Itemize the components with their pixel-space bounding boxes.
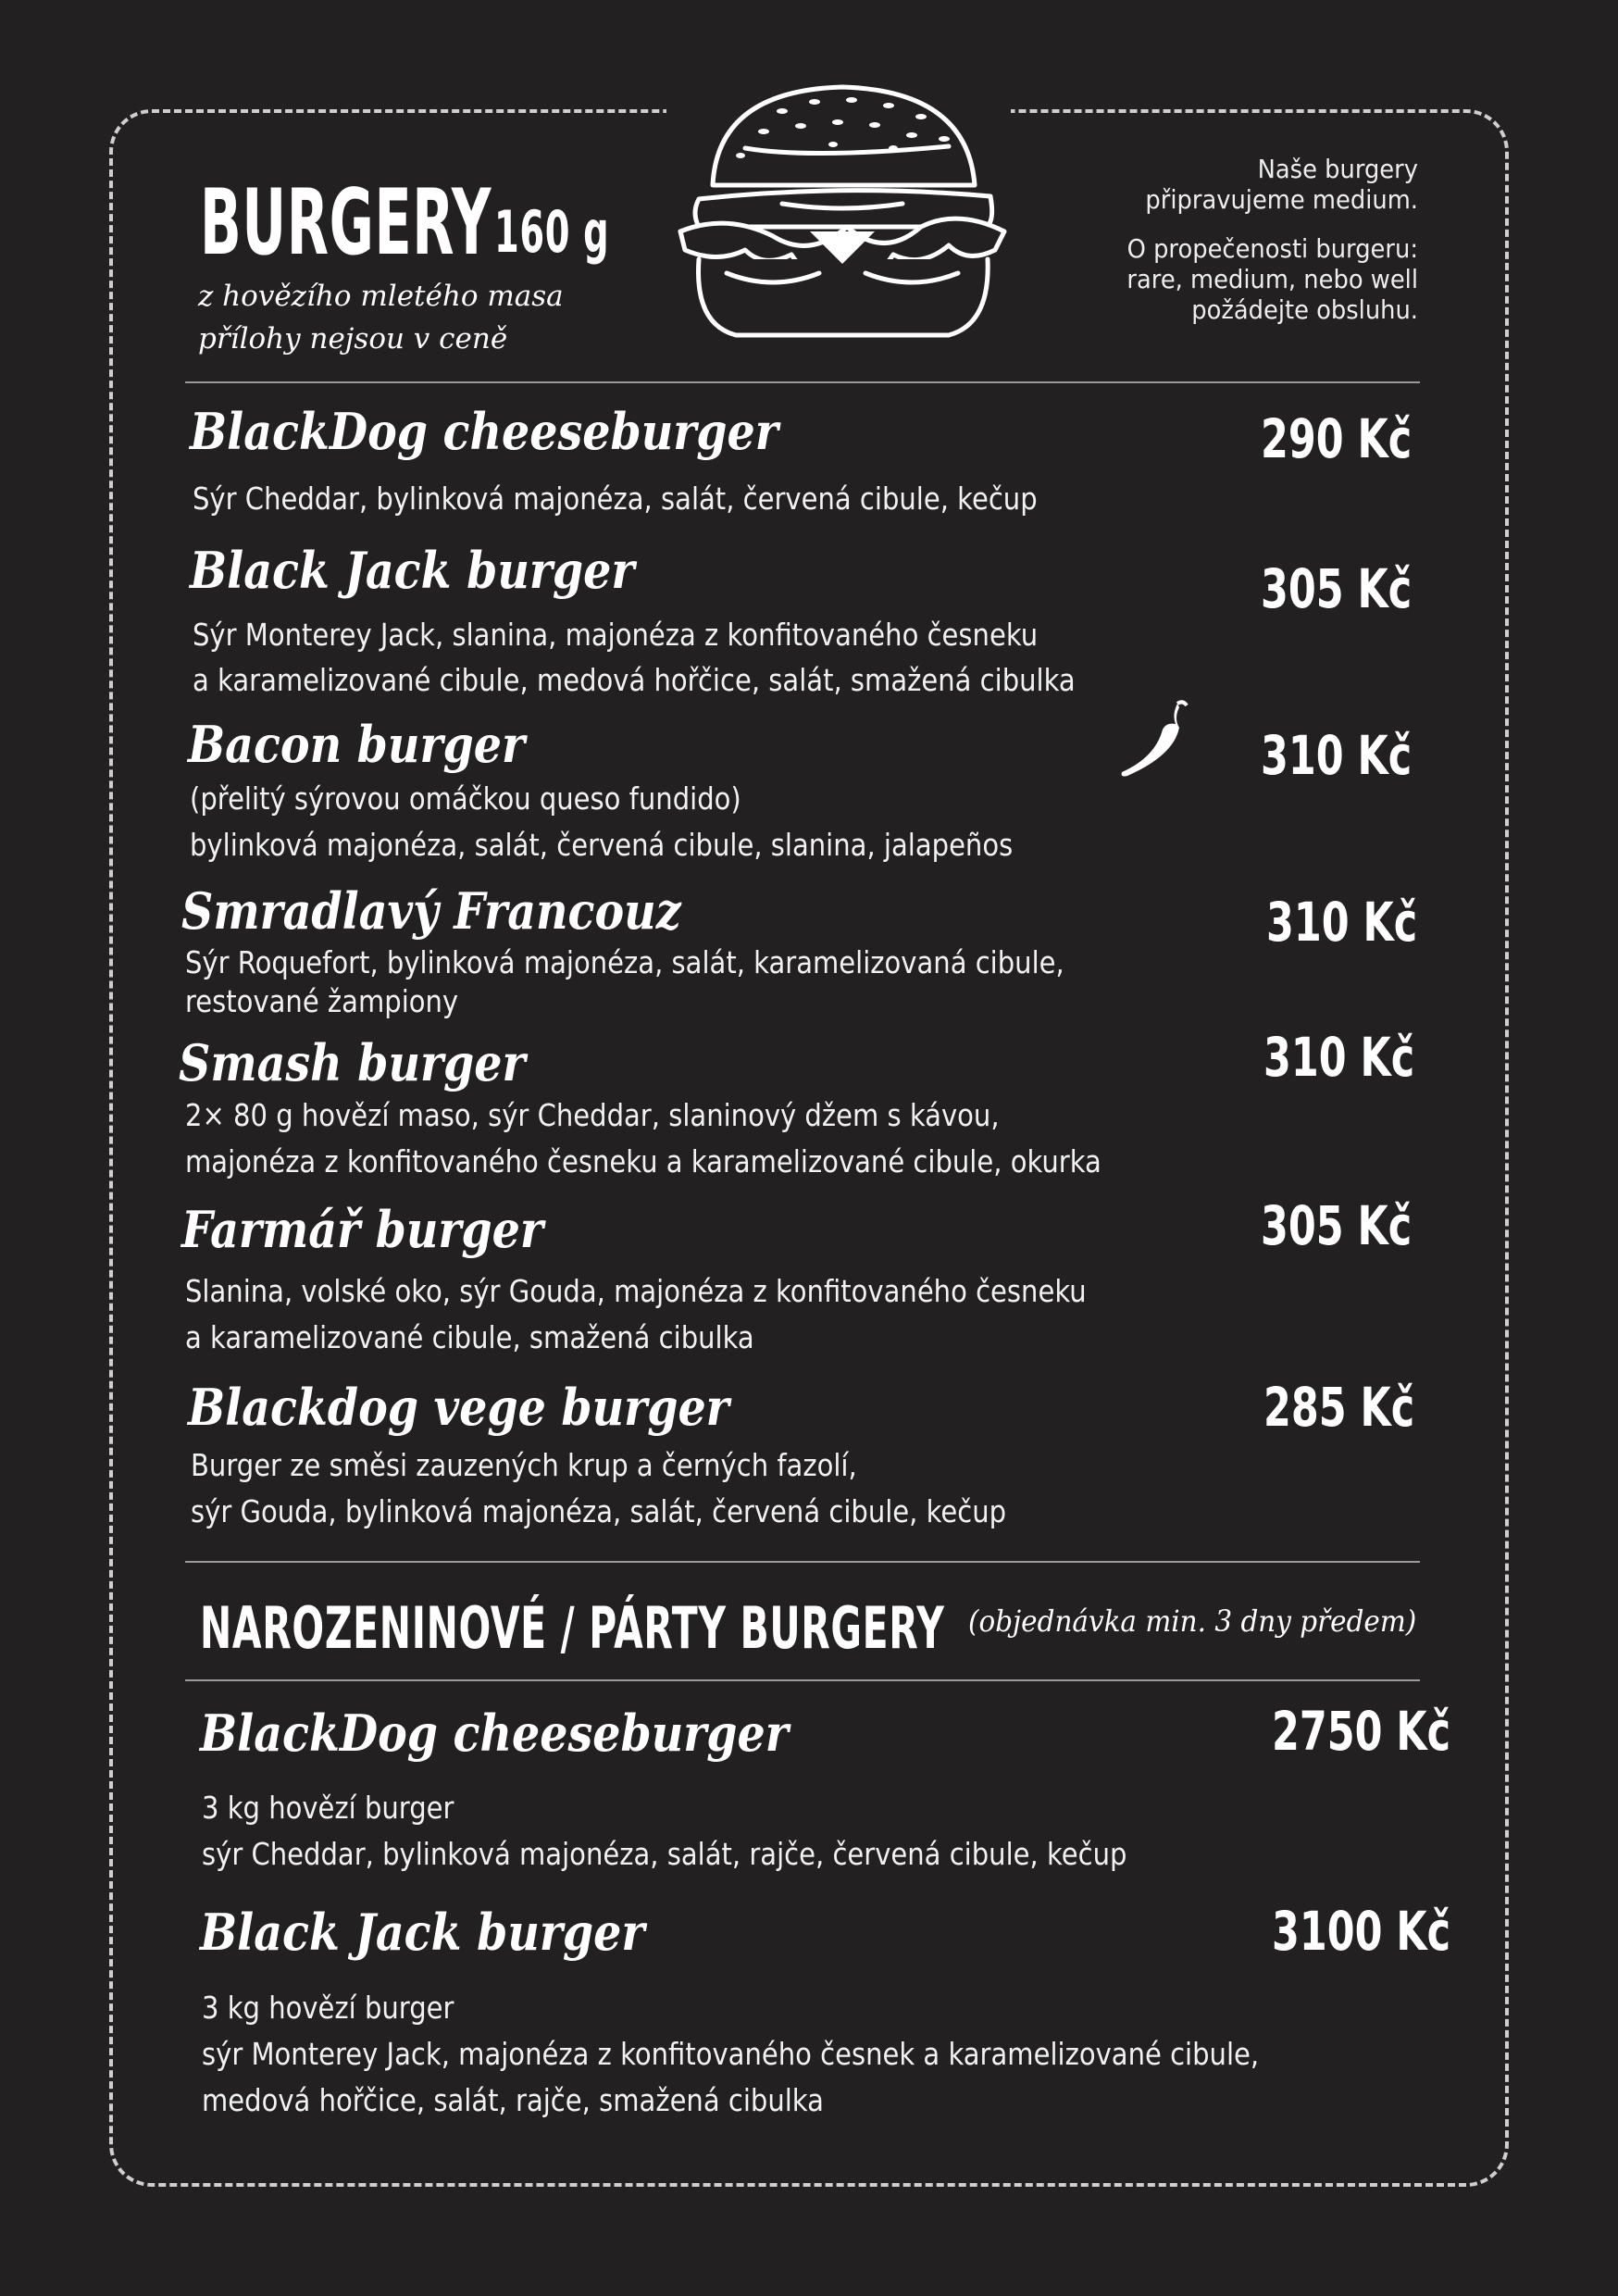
party-item-description: 3 kg hovězí burger: [202, 1790, 454, 1826]
item-name: Bacon burger: [188, 715, 525, 774]
item-description: (přelitý sýrovou omáčkou queso fundido): [190, 780, 741, 817]
item-description: a karamelizované cibule, medová hořčice, salát, smažená cibulka: [193, 662, 1076, 698]
party-item-name: Black Jack burger: [200, 1903, 645, 1962]
divider: [185, 1561, 1420, 1563]
burger-illustration-icon: [671, 74, 1014, 352]
item-name: Black Jack burger: [190, 541, 635, 600]
item-price: 305 Kč: [1261, 557, 1413, 620]
item-name: Smradlavý Francouz: [181, 881, 681, 941]
item-price: 305 Kč: [1261, 1194, 1413, 1257]
item-description: 2× 80 g hovězí maso, sýr Cheddar, slaninový džem s kávou,: [185, 1097, 1000, 1133]
item-price: 310 Kč: [1263, 1026, 1415, 1089]
item-price: 285 Kč: [1263, 1376, 1415, 1439]
divider: [185, 1679, 1420, 1681]
item-price: 290 Kč: [1261, 407, 1413, 470]
menu-weight: 160 g: [494, 198, 610, 266]
item-description: majonéza z konfitovaného česneku a karamelizované cibule, okurka: [185, 1143, 1101, 1179]
party-item-description: medová hořčice, salát, rajče, smažená cibulka: [202, 2082, 824, 2118]
item-description: bylinková majonéza, salát, červená cibule, slanina, jalapeños: [190, 827, 1014, 863]
party-item-price: 3100 Kč: [1272, 1900, 1451, 1963]
item-description: Burger ze směsi zauzených krup a černých fazolí,: [191, 1447, 857, 1483]
item-description: restované žampiony: [185, 983, 459, 1019]
item-description: Sýr Monterey Jack, slanina, majonéza z konfitovaného česneku: [193, 617, 1039, 653]
item-description: a karamelizované cibule, smažená cibulka: [185, 1319, 754, 1355]
item-price: 310 Kč: [1266, 891, 1418, 954]
party-item-description: sýr Monterey Jack, majonéza z konfitovaného česnek a karamelizované cibule,: [202, 2036, 1260, 2072]
party-order-note: (objednávka min. 3 dny předem): [968, 1603, 1417, 1639]
menu-subtitle-2: přílohy nejsou v ceně: [198, 322, 508, 356]
menu-title: BURGERY: [200, 170, 492, 276]
item-description: Slanina, volské oko, sýr Gouda, majonéza z konfitovaného česneku: [185, 1273, 1087, 1309]
menu-subtitle-1: z hovězího mletého masa: [198, 280, 564, 313]
party-item-description: sýr Cheddar, bylinková majonéza, salát, rajče, červená cibule, kečup: [202, 1836, 1127, 1872]
item-description: Sýr Cheddar, bylinková majonéza, salát, červená cibule, kečup: [193, 480, 1038, 517]
item-name: Smash burger: [179, 1033, 526, 1092]
medium-note: Naše burgery připravujeme medium. O propečenosti burgeru: rare, medium, nebo well požádejte obsluhu.: [1126, 154, 1418, 325]
item-description: sýr Gouda, bylinková majonéza, salát, červená cibule, kečup: [191, 1493, 1007, 1529]
party-item-description: 3 kg hovězí burger: [202, 1990, 454, 2026]
item-price: 310 Kč: [1261, 724, 1413, 787]
item-name: Farmář burger: [181, 1200, 543, 1259]
chili-pepper-icon: [1118, 698, 1196, 781]
divider: [185, 381, 1420, 383]
item-name: BlackDog cheeseburger: [190, 402, 778, 461]
item-name: Blackdog vege burger: [188, 1378, 729, 1437]
party-item-name: BlackDog cheeseburger: [200, 1703, 789, 1763]
party-section-title: NAROZENINOVÉ / PÁRTY BURGERY: [200, 1594, 945, 1662]
item-description: Sýr Roquefort, bylinková majonéza, salát, karamelizovaná cibule,: [185, 944, 1064, 980]
party-item-price: 2750 Kč: [1272, 1700, 1451, 1763]
